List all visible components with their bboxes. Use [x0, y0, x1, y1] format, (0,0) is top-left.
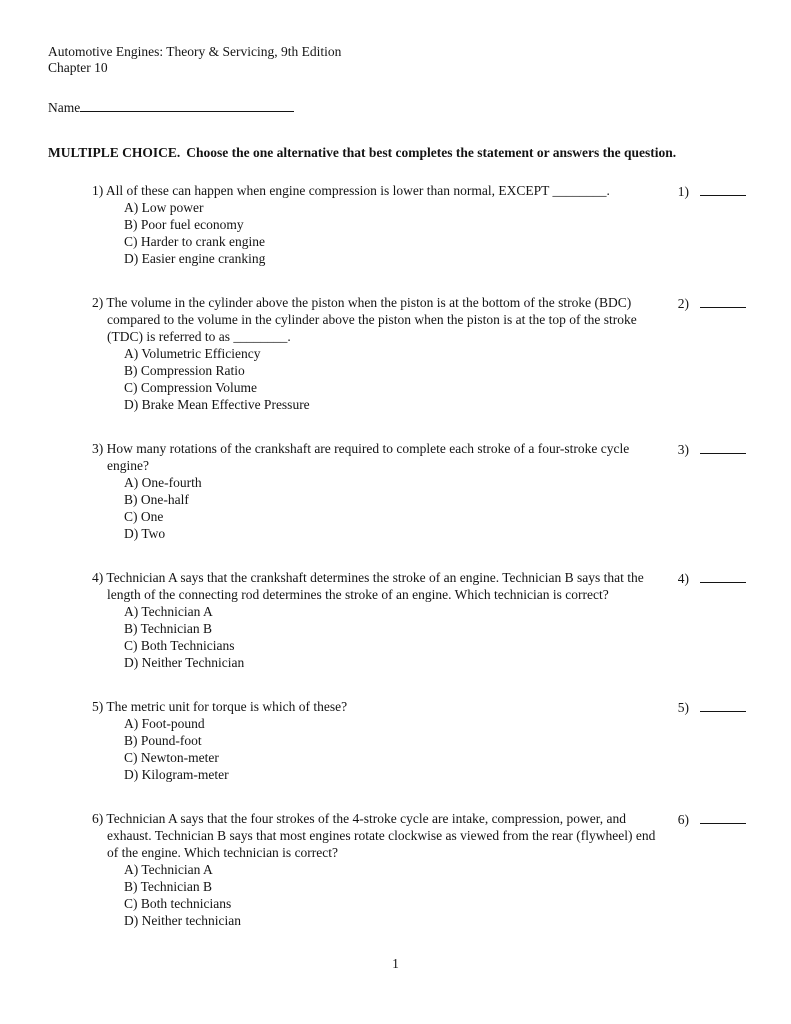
question-6-main: [92, 810, 664, 929]
question-6-stem: Technician A says that the four strokes of the 4-stroke cycle are intake, compression, power, and exhaust. Technician B says that most engines rotate clockwise as viewed from the rear (flywheel) end of the engine. Which technician is correct?: [106, 811, 656, 860]
answer-blank-line: [700, 440, 746, 454]
answer-choice: C) Both Technicians: [124, 638, 235, 653]
section-heading-instructions: Choose the one alternative that best completes the statement or answers the question.: [186, 145, 677, 160]
answer-blank-6: [678, 810, 746, 828]
answer-blank-number: 4): [677, 571, 689, 586]
question-2-choices: [124, 345, 664, 413]
question-1-choices: [124, 199, 664, 267]
answer-choice: C) Newton-meter: [124, 750, 219, 765]
question-4-choices: [124, 603, 664, 671]
answer-blank-line: [700, 569, 746, 583]
question-5-text: [92, 698, 664, 715]
answer-blank-5: [678, 698, 746, 716]
answer-blank-line: [700, 698, 746, 712]
section-heading-label: MULTIPLE CHOICE.: [48, 145, 181, 160]
question-2-stem: The volume in the cylinder above the piston when the piston is at the bottom of the stroke (BDC) compared to the volume in the cylinder above the piston when the piston is at the top of the stroke (TDC) is referred to as ________.: [106, 295, 637, 344]
answer-choice: D) Neither technician: [124, 913, 241, 928]
question-6-choices: [124, 861, 664, 929]
question-3-stem: How many rotations of the crankshaft are required to complete each stroke of a four-stroke cycle engine?: [106, 441, 630, 473]
question-1-stem: All of these can happen when engine compression is lower than normal, EXCEPT ________.: [105, 183, 610, 198]
answer-choice: A) Technician A: [124, 862, 213, 877]
answer-choice: B) Poor fuel economy: [124, 217, 244, 232]
question-5-choices: [124, 715, 664, 783]
questions-list: [92, 182, 746, 929]
answer-choice: C) One: [124, 509, 164, 524]
answer-choice: B) Technician B: [124, 879, 213, 894]
page-number: 1: [392, 956, 399, 971]
answer-blank-number: 6): [677, 812, 689, 827]
question-1-number: 1): [92, 183, 104, 198]
answer-blank-line: [700, 810, 746, 824]
book-title: Automotive Engines: Theory & Servicing, 9th Edition: [48, 44, 342, 59]
question-4: [92, 569, 746, 671]
name-blank-line: [80, 97, 294, 112]
answer-choice: A) Foot-pound: [124, 716, 205, 731]
answer-blank-2: [678, 294, 746, 312]
question-4-main: [92, 569, 664, 671]
answer-choice: B) One-half: [124, 492, 189, 507]
question-6-text: [92, 810, 664, 861]
answer-blank-number: 3): [677, 442, 689, 457]
answer-blank-number: 1): [677, 184, 689, 199]
answer-choice: A) Volumetric Efficiency: [124, 346, 261, 361]
question-1-text: [92, 182, 664, 199]
section-heading: [48, 144, 746, 161]
question-5: [92, 698, 746, 783]
answer-choice: D) Easier engine cranking: [124, 251, 266, 266]
question-3: [92, 440, 746, 542]
chapter-label: Chapter 10: [48, 60, 108, 75]
answer-choice: D) Kilogram-meter: [124, 767, 229, 782]
answer-choice: A) Low power: [124, 200, 204, 215]
answer-choice: A) Technician A: [124, 604, 213, 619]
answer-blank-line: [700, 294, 746, 308]
answer-choice: A) One-fourth: [124, 475, 202, 490]
answer-blank-4: [678, 569, 746, 587]
question-5-number: 5): [92, 699, 104, 714]
answer-blank-3: [678, 440, 746, 458]
question-5-stem: The metric unit for torque is which of these?: [106, 699, 348, 714]
name-row: [48, 97, 746, 117]
question-2-text: [92, 294, 664, 345]
answer-choice: D) Two: [124, 526, 166, 541]
question-3-text: [92, 440, 664, 474]
answer-blank-number: 5): [677, 700, 689, 715]
question-5-main: [92, 698, 664, 783]
answer-choice: B) Compression Ratio: [124, 363, 245, 378]
question-2-number: 2): [92, 295, 104, 310]
question-6-number: 6): [92, 811, 104, 826]
answer-choice: B) Technician B: [124, 621, 213, 636]
answer-choice: B) Pound-foot: [124, 733, 202, 748]
question-3-number: 3): [92, 441, 104, 456]
question-2-main: [92, 294, 664, 413]
question-3-choices: [124, 474, 664, 542]
answer-blank-line: [700, 182, 746, 196]
answer-blank-number: 2): [677, 296, 689, 311]
question-4-text: [92, 569, 664, 603]
answer-choice: C) Harder to crank engine: [124, 234, 265, 249]
question-1-main: [92, 182, 664, 267]
question-4-stem: Technician A says that the crankshaft determines the stroke of an engine. Technician B says that the length of the connecting rod determines the stroke of an engine. Which technician is correct?: [106, 570, 644, 602]
answer-choice: D) Brake Mean Effective Pressure: [124, 397, 310, 412]
question-3-main: [92, 440, 664, 542]
question-2: [92, 294, 746, 413]
answer-choice: C) Compression Volume: [124, 380, 258, 395]
answer-choice: D) Neither Technician: [124, 655, 245, 670]
document-header: [48, 44, 746, 117]
question-6: [92, 810, 746, 929]
answer-choice: C) Both technicians: [124, 896, 232, 911]
name-label: Name: [48, 100, 81, 115]
answer-blank-1: [678, 182, 746, 200]
question-4-number: 4): [92, 570, 104, 585]
question-1: [92, 182, 746, 267]
